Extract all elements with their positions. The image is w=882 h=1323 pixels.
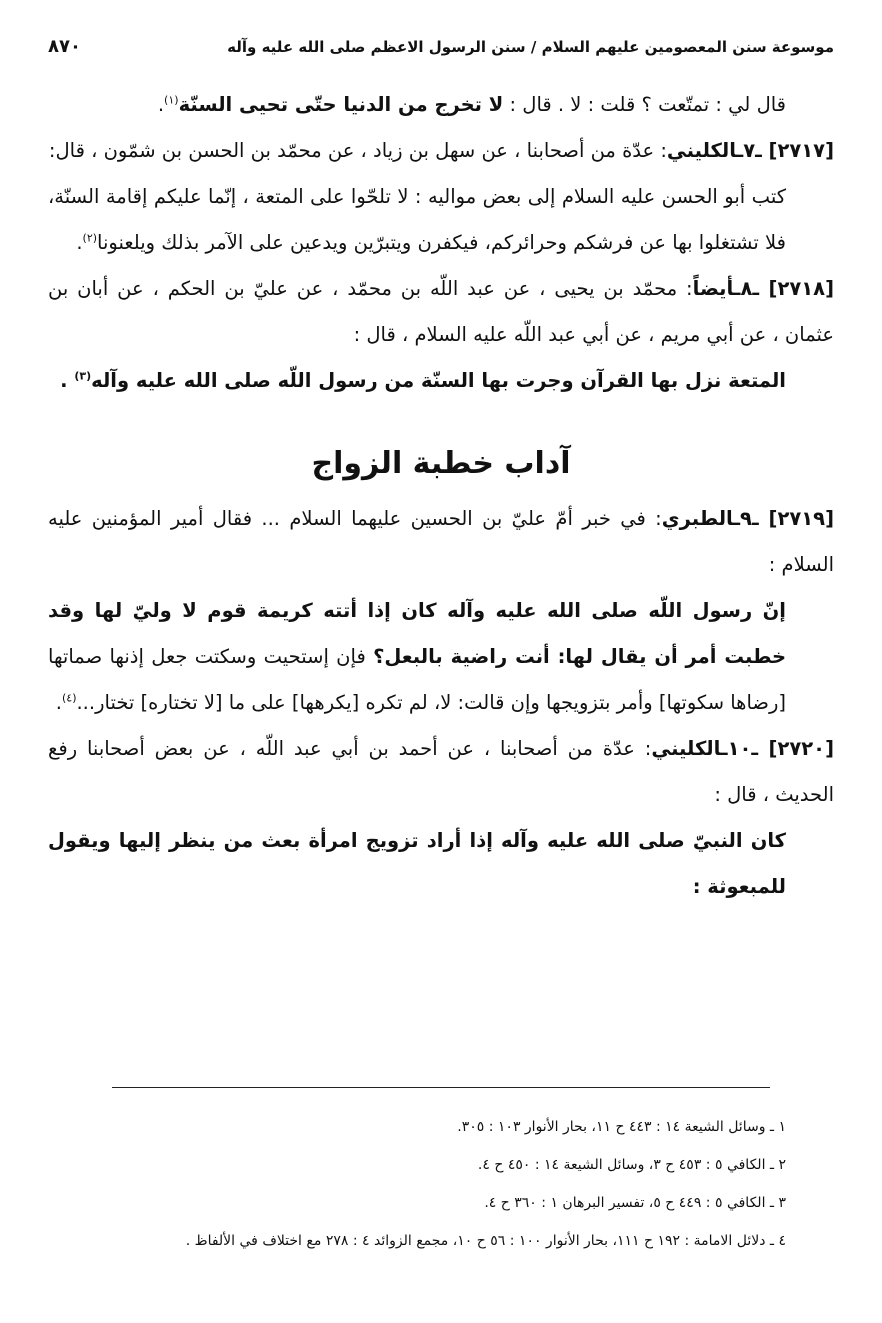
- running-title: موسوعة سنن المعصومين عليهم السلام / سنن الرسول الاعظم صلى الله عليه وآله: [227, 38, 834, 56]
- footnote-ref: (٤): [61, 691, 77, 705]
- section-heading: آداب خطبة الزواج: [311, 446, 571, 481]
- isnad-chain: : عدّة من أصحابنا ، عن أحمد بن أبي عبد اللّه ، عن بعض أصحابنا رفع الحديث ، قال :: [48, 737, 834, 806]
- hadith-text-2717: كتب أبو الحسن عليه السلام إلى بعض مواليه : لا تلحّوا على المتعة ، إنّما عليكم إقامة السنّة، فلا تشتغلوا بها عن فرشكم وحرائركم، فيكفرن ويتبرّين ويدعين على الآمر بذلك ويلعنونا$^{(٢)}$.: [48, 185, 786, 254]
- hadith-text: فإن إستحيت وسكتت جعل إذنها صماتها [رضاها سكوتها] وأمر بتزويجها وإن قالت: لا، لم تكره [يكرهها] على ما [لا تختاره] تختار...: [48, 645, 786, 714]
- hadith-text-2719: إنّ رسول اللّه صلى الله عليه وآله كان إذا أتته كريمة قوم لا وليّ لها وقد خطبت أمر أن يقال لها: أنت راضية بالبعل؟ فإن إستحيت وسكتت جعل إذنها صماتها [رضاها سكوتها] وأمر بتزويجها وإن قالت: لا، لم تكره [يكرهها] على ما [لا تختاره] تختار...$^{(٤)}$.: [48, 599, 786, 714]
- hadith-text: قال لي : تمتّعت ؟ قلت : لا . قال :: [503, 93, 786, 116]
- page-number: ٨٧٠: [48, 36, 81, 57]
- hadith-quote: إنّ رسول اللّه صلى الله عليه وآله كان إذا أتته كريمة قوم لا وليّ لها وقد خطبت أمر أن يقال لها: أنت راضية بالبعل؟: [48, 599, 786, 668]
- paragraph-continuation: قال لي : تمتّعت ؟ قلت : لا . قال : لا تخرج من الدنيا حتّى تحيى السنّة$^{(١)}$.: [157, 93, 786, 116]
- hadith-header-2718: [48, 266, 834, 358]
- hadith-quote: المتعة نزل بها القرآن وجرت بها السنّة من رسول اللّه صلى الله عليه وآله: [91, 369, 786, 392]
- hadith-number: [٢٧١٩] ـ٩ـالطبري: [661, 507, 834, 530]
- isnad-chain: : في خبر أمّ عليّ بن الحسين عليهما السلام ... فقال أمير المؤمنين عليه السلام :: [48, 507, 834, 576]
- hadith-text-2718: المتعة نزل بها القرآن وجرت بها السنّة من رسول اللّه صلى الله عليه وآله$^{(٣)}$ .: [60, 369, 786, 392]
- hadith-text-2720: [48, 818, 834, 910]
- isnad-chain: : محمّد بن يحيى ، عن عبد اللّه بن محمّد ، عن عليّ بن الحكم ، عن أبان بن عثمان ، عن أبي مريم ، عن أبي عبد اللّه عليه السلام ، قال :: [48, 277, 834, 346]
- footnote: ١ ـ وسائل الشيعة ١٤ : ٤٤٣ ح ١١، بحار الأنوار ١٠٣ : ٣٠٥.: [457, 1119, 786, 1135]
- hadith-header-2719: [48, 496, 834, 588]
- hadith-number: [٢٧٢٠] ـ١٠ـالكليني: [651, 737, 834, 760]
- page-body: [48, 82, 834, 910]
- footnote-ref: (١): [164, 93, 179, 107]
- footnote-ref: (٢): [82, 231, 98, 245]
- hadith-number: [٢٧١٧] ـ٧ـالكليني: [666, 139, 834, 162]
- footnote: ٤ ـ دلائل الامامة : ١٩٢ ح ١١١، بحار الأنوار ١٠٠ : ٥٦ ح ١٠، مجمع الزوائد ٤ : ٢٧٨ مع اختلاف في الألفاظ .: [185, 1233, 786, 1249]
- isnad-chain: : عدّة من أصحابنا ، عن سهل بن زياد ، عن محمّد بن الحسن بن شمّون ، قال:: [48, 139, 667, 162]
- hadith-number: [٢٧١٨] ـ٨ـأيضاً: [692, 277, 834, 300]
- hadith-text: كتب أبو الحسن عليه السلام إلى بعض مواليه : لا تلحّوا على المتعة ، إنّما عليكم إقامة السنّة، فلا تشتغلوا بها عن فرشكم وحرائركم، فيكفرن ويتبرّين ويدعين على الآمر بذلك ويلعنونا: [48, 185, 786, 254]
- page-header: [48, 36, 834, 57]
- footnotes: [60, 1108, 786, 1260]
- hadith-quote: لا تخرج من الدنيا حتّى تحيى السنّة: [178, 93, 504, 116]
- footnote: ٣ ـ الكافي ٥ : ٤٤٩ ح ٥، تفسير البرهان ١ : ٣٦٠ ح ٤.: [484, 1195, 786, 1211]
- hadith-header-2717: [48, 128, 834, 174]
- footnote: ٢ ـ الكافي ٥ : ٤٥٣ ح ٣، وسائل الشيعة ١٤ : ٤٥٠ ح ٤.: [477, 1157, 786, 1173]
- hadith-header-2720: [48, 726, 834, 818]
- hadith-quote: كان النبيّ صلى الله عليه وآله إذا أراد تزويج امرأة بعث من ينظر إليها ويقول للمبعوثة :: [48, 829, 786, 898]
- footnote-ref: (٣): [74, 369, 92, 383]
- footnote-divider: [112, 1087, 770, 1088]
